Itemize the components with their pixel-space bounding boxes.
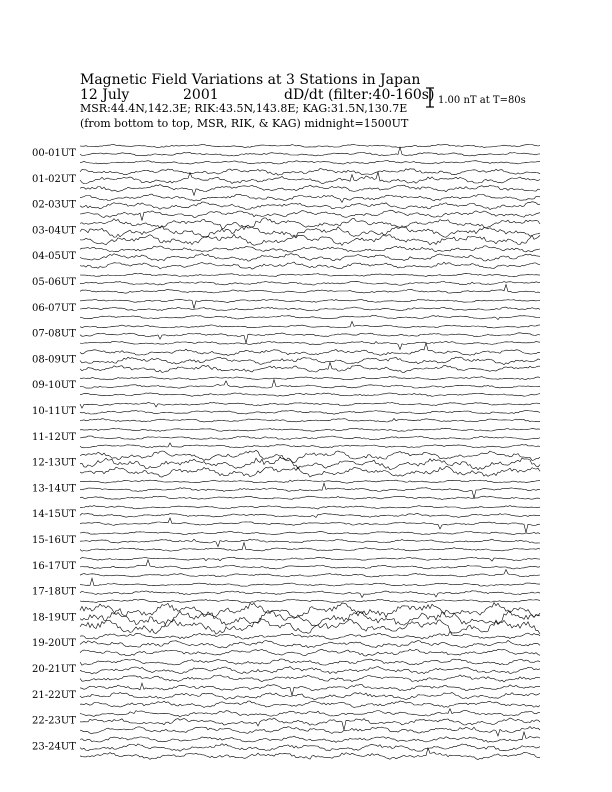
station-trace [80, 603, 540, 618]
station-trace [80, 210, 540, 220]
station-trace [80, 185, 540, 196]
hour-label: 21-22UT [32, 689, 76, 701]
hour-label: 17-18UT [32, 586, 76, 598]
station-trace [80, 667, 540, 674]
station-trace [80, 649, 540, 656]
hour-label: 15-16UT [32, 535, 76, 546]
hour-label: 12-13UT [32, 457, 76, 469]
station-trace [80, 202, 540, 210]
hour-label: 20-21UT [32, 664, 76, 675]
station-trace [80, 341, 540, 349]
station-trace [80, 640, 540, 648]
station-trace [80, 443, 540, 448]
station-trace [80, 285, 540, 294]
hour-label: 00-01UT [32, 148, 76, 159]
station-trace [80, 531, 540, 534]
station-trace [80, 748, 540, 760]
station-trace [80, 333, 540, 343]
station-trace [80, 218, 540, 229]
station-trace [80, 557, 540, 561]
station-trace [80, 273, 540, 276]
station-trace [80, 262, 540, 269]
station-trace [80, 683, 540, 696]
hour-label: 19-20UT [32, 638, 76, 650]
station-trace [80, 393, 540, 396]
station-trace [80, 675, 540, 682]
station-trace [80, 315, 540, 319]
hour-label: 01-02UT [32, 173, 76, 185]
station-trace [80, 506, 540, 509]
station-trace [80, 402, 540, 408]
station-trace [80, 518, 540, 533]
hour-label: 04-05UT [32, 251, 76, 263]
station-trace [80, 591, 540, 598]
hour-label: 13-14UT [32, 483, 76, 495]
station-trace [80, 246, 540, 252]
station-trace [80, 410, 540, 414]
stations-label: MSR:44.4N,142.3E; RIK:43.5N,143.8E; KAG:31.5N,130.7E [80, 102, 408, 115]
component-label: dD/dt (filter:40-160s) [284, 87, 435, 103]
hour-label: 11-12UT [32, 431, 76, 443]
station-trace [80, 701, 540, 707]
station-trace [80, 496, 540, 499]
station-trace [80, 578, 540, 586]
station-trace [80, 744, 540, 752]
station-trace [80, 514, 540, 518]
station-trace [80, 307, 540, 311]
station-trace [80, 570, 540, 577]
hour-label: 23-24UT [32, 741, 76, 753]
station-trace [80, 161, 540, 164]
station-trace [80, 693, 540, 700]
hour-label: 18-19UT [32, 612, 76, 624]
hour-label: 10-11UT [32, 406, 76, 417]
station-trace [80, 480, 540, 483]
date-label: 12 July [80, 87, 130, 103]
station-trace [80, 147, 540, 156]
station-trace [80, 609, 540, 627]
station-trace [80, 659, 540, 665]
station-trace [80, 709, 540, 717]
hour-label: 03-04UT [32, 225, 76, 237]
station-trace [80, 225, 540, 237]
station-trace [80, 599, 540, 602]
station-trace [80, 281, 540, 285]
station-trace [80, 483, 540, 498]
station-trace [80, 428, 540, 431]
station-trace [80, 419, 540, 423]
station-trace [80, 457, 540, 470]
station-trace [80, 194, 540, 202]
hour-label: 09-10UT [32, 380, 76, 392]
station-trace [80, 436, 540, 440]
hour-label: 06-07UT [32, 302, 76, 314]
station-trace [80, 363, 540, 373]
chart-title: Magnetic Field Variations at 3 Stations in Japan [80, 72, 421, 88]
hour-label: 22-23UT [32, 715, 76, 727]
hour-label: 02-03UT [32, 199, 76, 211]
station-trace [80, 727, 540, 737]
station-trace [80, 144, 540, 147]
hour-label: 14-15UT [32, 509, 76, 521]
station-trace [80, 377, 540, 380]
order-label: (from bottom to top, MSR, RIK, & KAG) midnight=1500UT [80, 117, 409, 130]
station-trace [80, 380, 540, 389]
station-trace [80, 169, 540, 176]
station-trace [80, 539, 540, 547]
station-trace [80, 172, 540, 184]
hour-label: 05-06UT [32, 277, 76, 288]
station-trace [80, 321, 540, 328]
year-label: 2001 [183, 87, 219, 103]
station-trace [80, 718, 540, 730]
station-trace [80, 543, 540, 552]
hour-label: 07-08UT [32, 328, 76, 340]
station-trace [80, 254, 540, 262]
scale-label: 1.00 nT at T=80s [438, 95, 526, 106]
station-trace [80, 466, 540, 477]
station-trace [80, 357, 540, 365]
station-trace [80, 450, 540, 463]
station-trace [80, 732, 540, 743]
station-trace [80, 299, 540, 308]
station-trace [80, 234, 540, 245]
station-trace [80, 560, 540, 569]
hour-label: 08-09UT [32, 354, 76, 366]
hour-label: 16-17UT [32, 560, 76, 572]
